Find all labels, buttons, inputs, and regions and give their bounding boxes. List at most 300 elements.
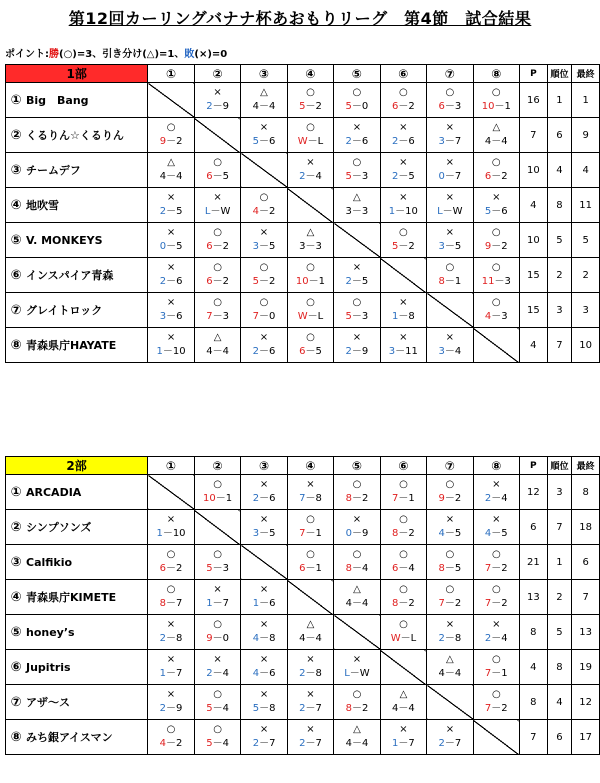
result-cell xyxy=(287,545,333,580)
points-cell: 4 xyxy=(520,650,548,685)
result-score xyxy=(334,205,379,219)
score-opponent: 0 xyxy=(222,633,229,644)
final-rank-cell: 18 xyxy=(572,510,600,545)
score-opponent: 3 xyxy=(222,563,229,574)
score-dash: － xyxy=(398,738,409,749)
score-own: 1 xyxy=(156,346,163,357)
score-own: 7 xyxy=(392,493,399,504)
result-mark: ○ xyxy=(445,549,455,560)
result-mark: ○ xyxy=(166,122,176,133)
score-own: 5 xyxy=(391,241,399,252)
result-mark: × xyxy=(306,654,315,665)
score-dash: － xyxy=(165,633,176,644)
score-own: 7 xyxy=(484,668,492,679)
score-own: 2 xyxy=(252,493,260,504)
score-opponent: 2 xyxy=(501,598,508,609)
score-dash: － xyxy=(351,206,362,217)
final-rank-cell: 12 xyxy=(572,685,600,720)
score-opponent: 3 xyxy=(222,311,229,322)
score-dash: － xyxy=(166,276,177,287)
score-own: 6 xyxy=(206,276,213,287)
points-cell: 15 xyxy=(520,293,548,328)
score-own: 2 xyxy=(159,703,166,714)
final-rank-cell: 11 xyxy=(572,188,600,223)
team-name-cell xyxy=(6,580,148,615)
team-name: チームデフ xyxy=(26,164,81,177)
result-mark: ○ xyxy=(213,157,222,168)
score-dash: － xyxy=(444,738,455,749)
result-cell xyxy=(473,475,519,510)
legend-lose: 敗 xyxy=(184,49,195,60)
score-own: 3 xyxy=(252,241,259,252)
self-match-cell xyxy=(287,188,334,223)
score-own: 4 xyxy=(252,668,260,679)
score-opponent: 7 xyxy=(454,136,462,147)
team-name-cell xyxy=(6,545,148,580)
result-score xyxy=(381,310,427,324)
result-score xyxy=(148,205,194,219)
score-opponent: 2 xyxy=(501,703,508,714)
result-mark: ○ xyxy=(352,87,362,98)
score-opponent: 0 xyxy=(361,101,369,112)
result-mark: × xyxy=(166,619,176,630)
rank-cell: 6 xyxy=(547,118,572,153)
team-number: ⑧ xyxy=(10,338,22,353)
result-mark: × xyxy=(492,192,501,203)
result-mark: × xyxy=(492,479,501,490)
result-mark: × xyxy=(259,724,269,735)
result-cell xyxy=(334,153,380,188)
score-dash: － xyxy=(212,346,223,357)
result-mark: ○ xyxy=(399,584,408,595)
score-dash: － xyxy=(398,598,409,609)
score-dash: － xyxy=(305,241,316,252)
score-opponent: 4 xyxy=(315,633,322,644)
result-mark: △ xyxy=(260,87,268,98)
result-mark: × xyxy=(306,157,315,168)
team-number: ⑤ xyxy=(10,232,22,248)
score-own: 0 xyxy=(345,528,352,539)
result-score xyxy=(381,100,427,114)
result-cell xyxy=(148,580,195,615)
score-own: 6 xyxy=(484,171,492,182)
opponent-header: ⑥ xyxy=(380,65,427,83)
team-number: ⑥ xyxy=(10,268,22,283)
result-score xyxy=(474,632,519,646)
opponent-header: ⑤ xyxy=(334,65,380,83)
self-match-cell xyxy=(148,475,195,510)
score-own: 2 xyxy=(299,171,306,182)
result-cell xyxy=(241,118,287,153)
self-match-cell xyxy=(194,118,240,153)
result-score xyxy=(427,527,472,541)
score-own: 2 xyxy=(159,206,167,217)
score-dash: － xyxy=(259,598,270,609)
score-dash: － xyxy=(398,528,409,539)
result-mark: × xyxy=(445,227,454,238)
score-own: 0 xyxy=(438,171,445,182)
score-own: 2 xyxy=(345,136,352,147)
opponent-header: ④ xyxy=(287,65,334,83)
score-opponent: 4 xyxy=(315,171,322,182)
result-cell xyxy=(427,223,473,258)
score-opponent: 2 xyxy=(175,563,183,574)
result-mark: ○ xyxy=(352,297,362,308)
result-score xyxy=(288,527,333,541)
score-own: 2 xyxy=(484,633,492,644)
score-opponent: 5 xyxy=(454,241,462,252)
result-mark: △ xyxy=(213,332,222,343)
result-mark: × xyxy=(352,514,362,525)
result-mark: × xyxy=(166,689,176,700)
score-dash: － xyxy=(444,668,455,679)
score-dash: － xyxy=(444,598,455,609)
score-dash: － xyxy=(212,171,223,182)
result-cell xyxy=(427,650,473,685)
score-opponent: 6 xyxy=(268,346,276,357)
score-opponent: 1 xyxy=(315,528,322,539)
score-opponent: 3 xyxy=(454,101,462,112)
score-opponent: 7 xyxy=(315,703,322,714)
result-cell xyxy=(148,328,195,363)
score-own: 4 xyxy=(484,311,492,322)
result-mark: × xyxy=(259,654,269,665)
score-opponent: 4 xyxy=(408,563,415,574)
result-mark: ○ xyxy=(166,724,176,735)
result-cell xyxy=(241,510,287,545)
result-mark: ○ xyxy=(352,689,362,700)
result-score xyxy=(148,527,194,541)
points-legend xyxy=(5,45,227,60)
result-score xyxy=(148,275,194,289)
score-opponent: 10 xyxy=(405,206,418,217)
self-match-cell xyxy=(427,685,473,720)
points-cell: 13 xyxy=(520,580,548,615)
result-score xyxy=(195,737,241,751)
score-dash: － xyxy=(212,563,223,574)
result-score xyxy=(427,737,472,751)
score-own: 7 xyxy=(484,703,492,714)
result-cell xyxy=(427,188,473,223)
score-opponent: 1 xyxy=(501,668,508,679)
score-own: 8 xyxy=(392,598,399,609)
result-mark: × xyxy=(259,619,269,630)
score-own: 4 xyxy=(299,633,306,644)
result-cell xyxy=(194,188,240,223)
result-cell xyxy=(427,328,473,363)
result-score xyxy=(474,492,519,506)
score-own: W xyxy=(297,136,308,147)
result-mark: ○ xyxy=(352,479,362,490)
score-opponent: 5 xyxy=(454,563,462,574)
score-dash: － xyxy=(259,668,270,679)
score-own: 2 xyxy=(299,738,306,749)
score-opponent: 2 xyxy=(501,171,508,182)
result-cell xyxy=(473,83,520,118)
score-own: 3 xyxy=(345,206,352,217)
score-dash: － xyxy=(351,528,362,539)
points-cell: 7 xyxy=(520,720,548,755)
result-cell xyxy=(427,258,473,293)
result-cell xyxy=(287,510,333,545)
result-cell xyxy=(427,510,473,545)
score-own: 2 xyxy=(299,703,306,714)
score-dash: － xyxy=(212,703,223,714)
result-score xyxy=(381,205,427,219)
score-own: 1 xyxy=(388,206,396,217)
result-cell xyxy=(287,615,333,650)
score-own: 1 xyxy=(252,598,260,609)
score-opponent: 7 xyxy=(175,668,183,679)
result-score xyxy=(334,597,379,611)
result-score xyxy=(474,135,520,149)
result-mark: × xyxy=(259,479,269,490)
result-mark: × xyxy=(399,192,408,203)
result-score xyxy=(474,205,520,219)
result-score xyxy=(427,492,472,506)
score-opponent: 7 xyxy=(408,738,415,749)
result-mark: ○ xyxy=(491,297,501,308)
score-own: 10 xyxy=(295,276,309,287)
team-name-cell xyxy=(6,615,148,650)
result-cell xyxy=(241,720,287,755)
score-dash: － xyxy=(491,563,502,574)
team-name-cell xyxy=(6,510,148,545)
result-mark: × xyxy=(352,332,362,343)
team-row xyxy=(6,258,600,293)
result-mark: × xyxy=(166,262,176,273)
score-opponent: 5 xyxy=(454,528,462,539)
team-name-cell xyxy=(6,118,148,153)
score-own: 2 xyxy=(438,633,445,644)
score-own: 9 xyxy=(438,493,445,504)
points-cell: 15 xyxy=(520,258,548,293)
result-mark: ○ xyxy=(491,262,501,273)
score-opponent: 3 xyxy=(501,311,508,322)
score-opponent: 2 xyxy=(175,738,183,749)
result-score xyxy=(148,562,194,576)
result-mark: × xyxy=(259,584,269,595)
team-number: ⑥ xyxy=(10,659,22,675)
score-own: 8 xyxy=(438,276,445,287)
result-score xyxy=(195,562,241,576)
result-mark: × xyxy=(445,514,455,525)
rank-cell: 5 xyxy=(547,223,572,258)
score-own: W xyxy=(390,633,401,644)
rank-cell: 2 xyxy=(547,258,572,293)
result-mark: × xyxy=(213,584,222,595)
result-mark: ○ xyxy=(306,549,315,560)
result-score xyxy=(241,275,286,289)
score-dash: － xyxy=(444,563,455,574)
result-cell xyxy=(334,720,380,755)
score-dash: － xyxy=(491,493,502,504)
result-cell xyxy=(194,545,241,580)
result-score xyxy=(427,170,472,184)
result-mark: × xyxy=(352,654,362,665)
self-match-cell xyxy=(427,293,473,328)
result-score xyxy=(241,737,286,751)
self-match-cell xyxy=(194,510,241,545)
score-own: 4 xyxy=(159,738,166,749)
score-opponent: 10 xyxy=(172,346,186,357)
result-cell xyxy=(148,720,195,755)
result-cell xyxy=(241,475,287,510)
result-score xyxy=(474,562,519,576)
score-dash: － xyxy=(491,206,502,217)
score-own: 10 xyxy=(481,101,495,112)
score-own: 5 xyxy=(345,171,352,182)
score-dash: － xyxy=(162,528,173,539)
result-mark: △ xyxy=(353,192,361,203)
team-name: アザ～ス xyxy=(26,696,70,709)
result-cell xyxy=(334,118,380,153)
result-cell xyxy=(241,685,287,720)
score-own: 3 xyxy=(438,346,445,357)
score-opponent: 4 xyxy=(454,668,462,679)
result-score xyxy=(474,527,519,541)
score-opponent: 4 xyxy=(222,668,229,679)
score-dash: － xyxy=(351,101,362,112)
result-cell xyxy=(334,580,380,615)
team-name-cell xyxy=(6,153,148,188)
result-score xyxy=(334,562,379,576)
result-score xyxy=(288,135,334,149)
result-score xyxy=(148,632,194,646)
score-dash: － xyxy=(398,171,409,182)
score-dash: － xyxy=(165,598,176,609)
result-mark: × xyxy=(352,262,362,273)
team-row xyxy=(6,685,600,720)
score-own: 6 xyxy=(391,101,399,112)
opponent-header: ⑥ xyxy=(380,457,426,475)
team-number: ② xyxy=(10,520,22,535)
result-mark: ○ xyxy=(491,157,501,168)
result-mark: × xyxy=(399,724,408,735)
result-cell xyxy=(427,720,473,755)
result-score xyxy=(195,492,241,506)
result-score xyxy=(427,135,472,149)
result-score xyxy=(288,170,334,184)
score-own: 2 xyxy=(252,738,260,749)
score-dash: － xyxy=(165,668,176,679)
result-cell xyxy=(287,293,334,328)
rank-cell: 1 xyxy=(547,545,572,580)
score-opponent: 2 xyxy=(361,703,369,714)
score-opponent: 2 xyxy=(222,276,229,287)
team-row xyxy=(6,580,600,615)
result-cell xyxy=(241,188,287,223)
result-mark: ○ xyxy=(398,87,408,98)
score-dash: － xyxy=(494,276,505,287)
final-rank-cell: 2 xyxy=(572,258,600,293)
opponent-header: ① xyxy=(148,457,195,475)
result-mark: ○ xyxy=(491,584,501,595)
result-cell xyxy=(241,328,287,363)
team-name: Big Bang xyxy=(26,94,89,107)
score-dash: － xyxy=(395,206,406,217)
self-match-cell xyxy=(473,328,520,363)
result-score xyxy=(195,310,240,324)
team-name-cell xyxy=(6,258,148,293)
result-cell xyxy=(194,475,241,510)
score-opponent: 2 xyxy=(454,493,462,504)
result-score xyxy=(427,632,472,646)
points-cell: 8 xyxy=(520,615,548,650)
result-score xyxy=(474,170,520,184)
score-dash: － xyxy=(305,668,316,679)
result-score xyxy=(381,702,426,716)
result-cell xyxy=(380,580,426,615)
result-score xyxy=(288,562,333,576)
result-score xyxy=(241,345,286,359)
result-score xyxy=(334,310,379,324)
result-mark: ○ xyxy=(306,262,315,273)
team-name-cell xyxy=(6,188,148,223)
result-cell xyxy=(380,720,426,755)
legend-lose-rest: (×)=0 xyxy=(194,49,228,60)
result-mark: ○ xyxy=(445,479,455,490)
score-dash: － xyxy=(212,311,223,322)
score-opponent: 4 xyxy=(361,563,369,574)
final-rank-cell: 7 xyxy=(572,580,600,615)
score-dash: － xyxy=(258,206,269,217)
result-cell xyxy=(287,685,333,720)
result-score xyxy=(334,345,379,359)
result-mark: × xyxy=(306,724,315,735)
score-opponent: 9 xyxy=(361,528,369,539)
score-opponent: 5 xyxy=(268,241,276,252)
result-mark: × xyxy=(492,514,501,525)
score-own: 6 xyxy=(206,241,213,252)
result-cell xyxy=(194,615,241,650)
result-score xyxy=(474,310,520,324)
score-opponent: 7 xyxy=(175,598,183,609)
score-opponent: L xyxy=(317,136,324,147)
result-score xyxy=(427,345,472,359)
score-opponent: 4 xyxy=(408,703,415,714)
result-score xyxy=(241,100,286,114)
team-row xyxy=(6,545,600,580)
result-score xyxy=(288,702,333,716)
score-dash: － xyxy=(166,241,177,252)
result-mark: ○ xyxy=(306,122,315,133)
result-cell xyxy=(473,615,519,650)
result-mark: × xyxy=(445,724,455,735)
result-score xyxy=(195,632,241,646)
result-cell xyxy=(427,475,473,510)
result-cell xyxy=(148,685,195,720)
score-own: 2 xyxy=(391,171,399,182)
score-opponent: 4 xyxy=(222,703,229,714)
rank-cell: 4 xyxy=(547,685,572,720)
result-score xyxy=(427,240,472,254)
result-cell xyxy=(241,293,287,328)
score-dash: － xyxy=(212,598,223,609)
result-mark: ○ xyxy=(491,689,501,700)
result-mark: ○ xyxy=(352,549,362,560)
score-dash: － xyxy=(491,528,502,539)
score-dash: － xyxy=(398,311,409,322)
score-dash: － xyxy=(491,703,502,714)
score-dash: － xyxy=(398,703,409,714)
final-rank-cell: 19 xyxy=(572,650,600,685)
score-own: 6 xyxy=(206,171,213,182)
team-number: ⑧ xyxy=(10,730,22,745)
score-own: 5 xyxy=(206,563,213,574)
result-mark: ○ xyxy=(399,479,408,490)
score-dash: － xyxy=(166,311,177,322)
